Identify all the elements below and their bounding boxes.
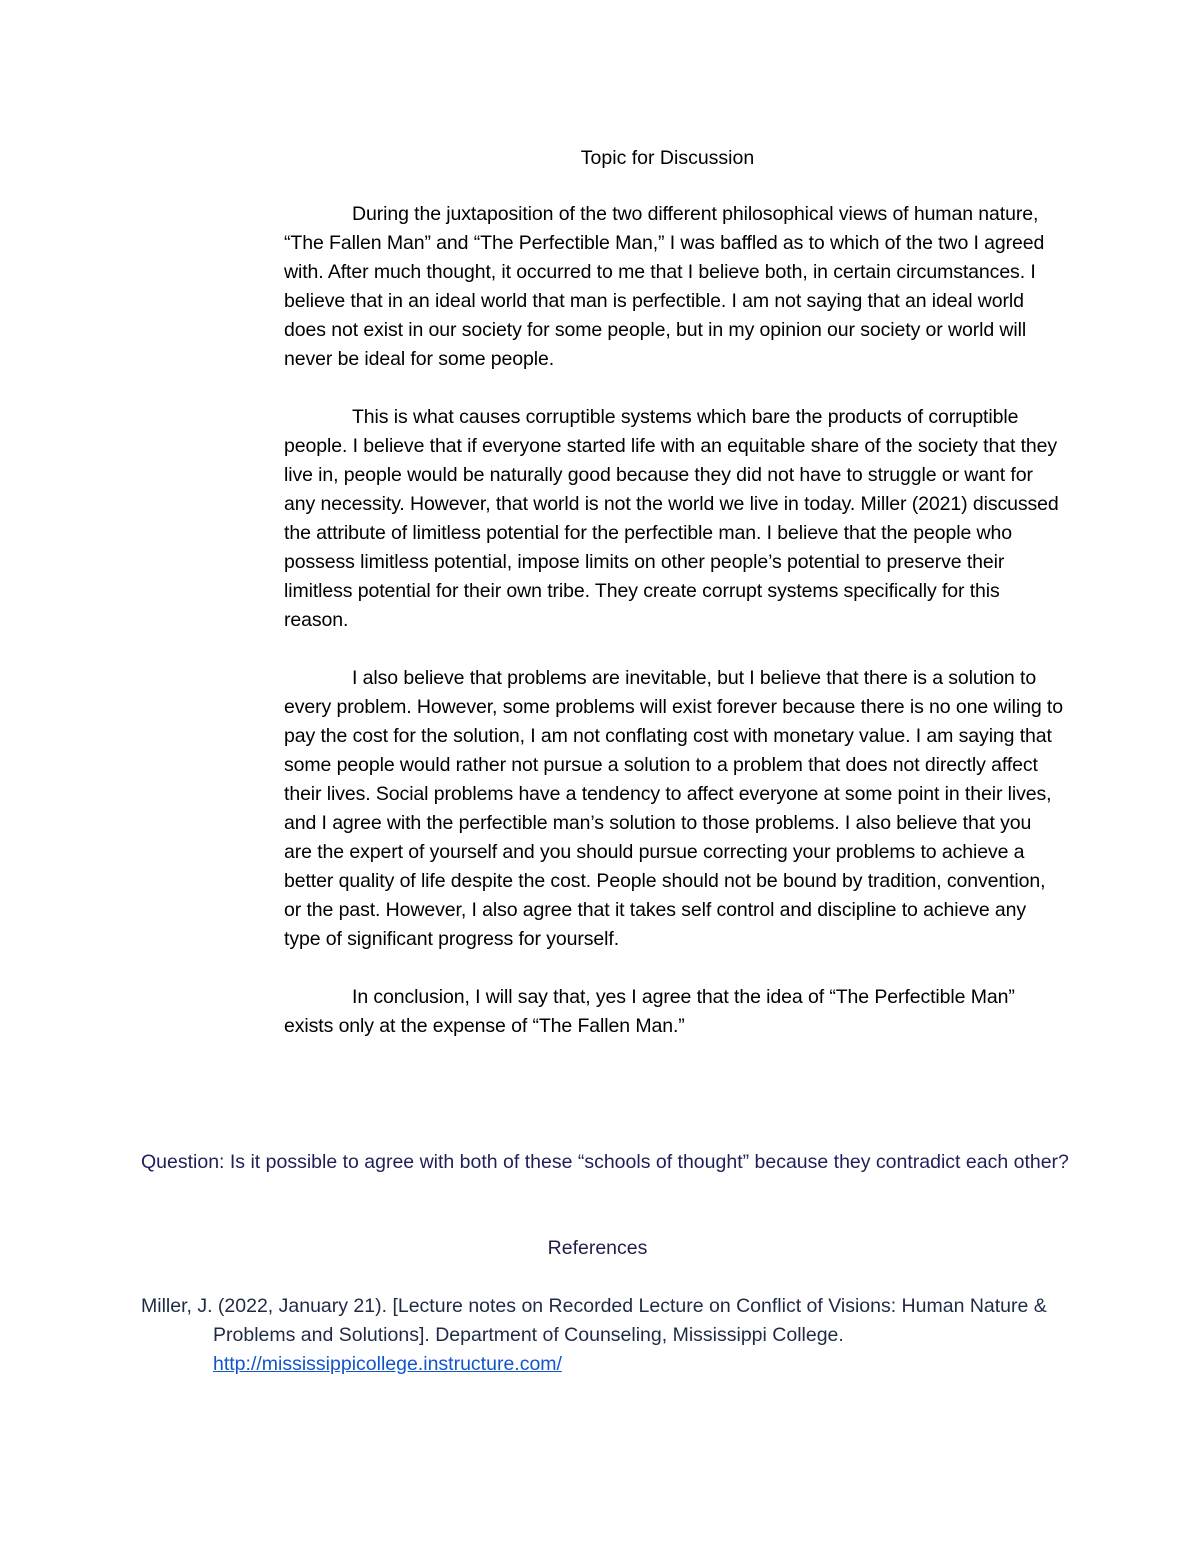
discussion-question: Question: Is it possible to agree with both of these “schools of thought” because they contradict each other? bbox=[141, 1151, 1069, 1173]
essay-paragraph-4: In conclusion, I will say that, yes I agree that the idea of “The Perfectible Man” exists only at the expense of “The Fallen Man.” bbox=[284, 986, 1015, 1037]
reference-link[interactable]: http://mississippicollege.instructure.com/ bbox=[213, 1353, 562, 1375]
references-heading: References bbox=[547, 1237, 648, 1259]
essay-paragraph-3: I also believe that problems are inevitable, but I believe that there is a solution to every problem. However, some problems will exist forever because there is no one wiling to pay the cost for the solution, I am not conflating cost with monetary value. I am saying that some people would rather not pursue a solution to a problem that does not directly affect their lives. Social problems have a tendency to affect everyone at some point in their lives, and I agree with the perfectible man’s solution to those problems. I also believe that you are the expert of yourself and you should pursue correcting your problems to achieve a better quality of life despite the cost. People should not be bound by tradition, convention, or the past. However, I also agree that it takes self control and discipline to achieve any type of significant progress for yourself. bbox=[284, 667, 1063, 950]
reference-entry bbox=[141, 1292, 1081, 1379]
essay-paragraph-1: During the juxtaposition of the two different philosophical views of human nature, “The Fallen Man” and “The Perfectible Man,” I was baffled as to which of the two I agreed with. After much thought, it occurred to me that I believe both, in certain circumstances. I believe that in an ideal world that man is perfectible. I am not saying that an ideal world does not exist in our society for some people, but in my opinion our society or world will never be ideal for some people. bbox=[284, 203, 1045, 370]
document-title: Topic for Discussion bbox=[580, 147, 755, 169]
essay-paragraph-2: This is what causes corruptible systems which bare the products of corruptible people. I believe that if everyone started life with an equitable share of the society that they live in, people would be naturally good because they did not have to struggle or want for any necessity. However, that world is not the world we live in today. Miller (2021) discussed the attribute of limitless potential for the perfectible man. I believe that the people who possess limitless potential, impose limits on other people’s potential to preserve their limitless potential for their own tribe. They create corrupt systems specifically for this reason. bbox=[284, 406, 1059, 631]
reference-text: Miller, J. (2022, January 21). [Lecture notes on Recorded Lecture on Conflict of Visions: Human Nature & Problems and Solutions]. Department of Counseling, Mississippi College. bbox=[141, 1295, 1047, 1346]
essay-body bbox=[284, 200, 1064, 1070]
